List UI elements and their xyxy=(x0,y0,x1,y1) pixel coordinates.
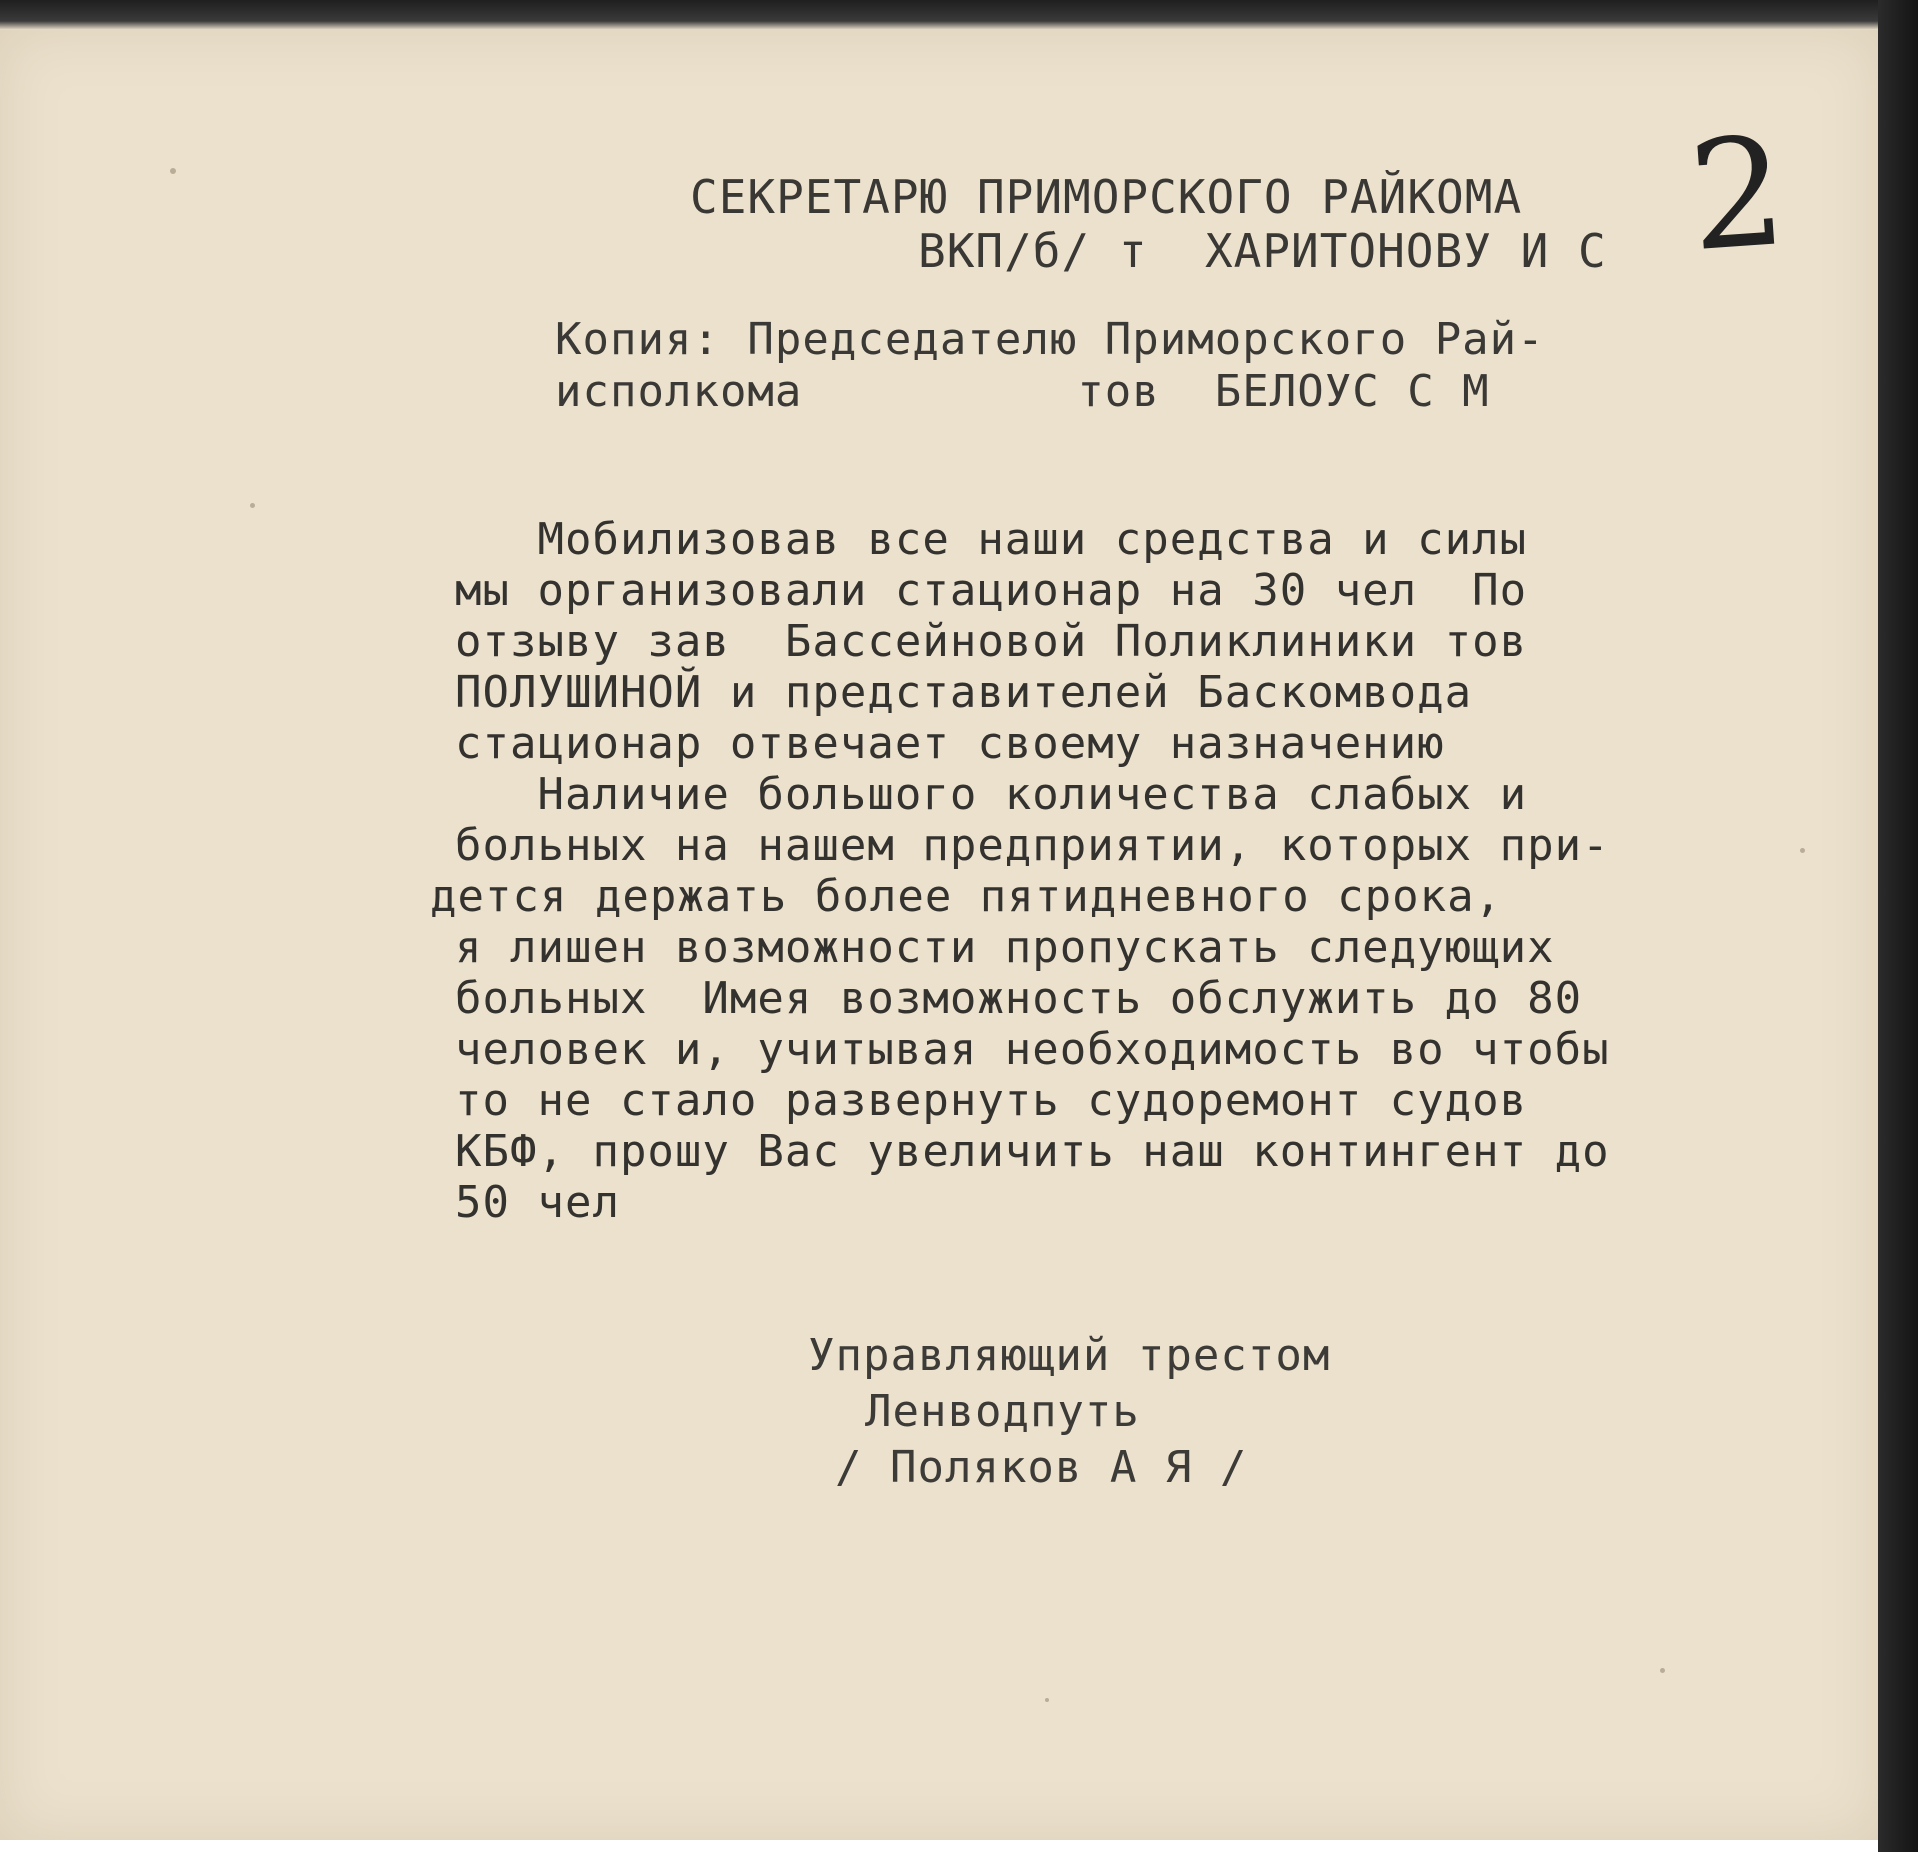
body-line: дется держать более пятидневного срока, xyxy=(430,871,1503,922)
body-line: то не стало развернуть судоремонт судов xyxy=(455,1075,1528,1126)
body-line: больных на нашем предприятии, которых при- xyxy=(455,820,1610,871)
signature-title: Управляющий трестом xyxy=(808,1330,1331,1381)
addressee-line-1: СЕКРЕТАРЮ ПРИМОРСКОГО РАЙКОМА xyxy=(690,170,1523,224)
signature-organization: Ленводпуть xyxy=(865,1386,1140,1437)
handwritten-page-number: 2 xyxy=(1684,104,1792,286)
signature-name: / Поляков А Я / xyxy=(835,1442,1248,1493)
body-line: 50 чел xyxy=(455,1177,620,1228)
copy-recipient-line-2: исполкома тов БЕЛОУС С М xyxy=(555,366,1490,417)
paper-fleck xyxy=(1800,848,1805,853)
body-line: человек и, учитывая необходимость во чтобы xyxy=(455,1024,1610,1075)
body-line: больных Имея возможность обслужить до 80 xyxy=(455,973,1583,1024)
body-line: КБФ, прошу Вас увеличить наш контингент до xyxy=(455,1126,1610,1177)
addressee-line-2: ВКП/б/ т ХАРИТОНОВУ И С xyxy=(918,224,1607,278)
paper-fleck xyxy=(170,168,176,174)
body-line: отзыву зав Бассейновой Поликлиники тов xyxy=(455,616,1528,667)
body-line: стационар отвечает своему назначению xyxy=(455,718,1445,769)
paper-fleck xyxy=(1660,1668,1665,1673)
paper-fleck xyxy=(1045,1698,1049,1702)
paper-fleck xyxy=(250,503,255,508)
body-line: ПОЛУШИНОЙ и представителей Баскомвода xyxy=(455,667,1473,718)
paper-sheet xyxy=(0,28,1880,1840)
body-line: мы организовали стационар на 30 чел По xyxy=(455,565,1528,616)
body-line: Наличие большого количества слабых и xyxy=(455,769,1528,820)
scan-right-border xyxy=(1878,0,1918,1852)
body-line: Мобилизовав все наши средства и силы xyxy=(455,514,1528,565)
body-line: я лишен возможности пропускать следующих xyxy=(455,922,1555,973)
copy-recipient-line-1: Копия: Председателю Приморского Рай- xyxy=(555,314,1545,365)
scan-top-border xyxy=(0,0,1918,30)
